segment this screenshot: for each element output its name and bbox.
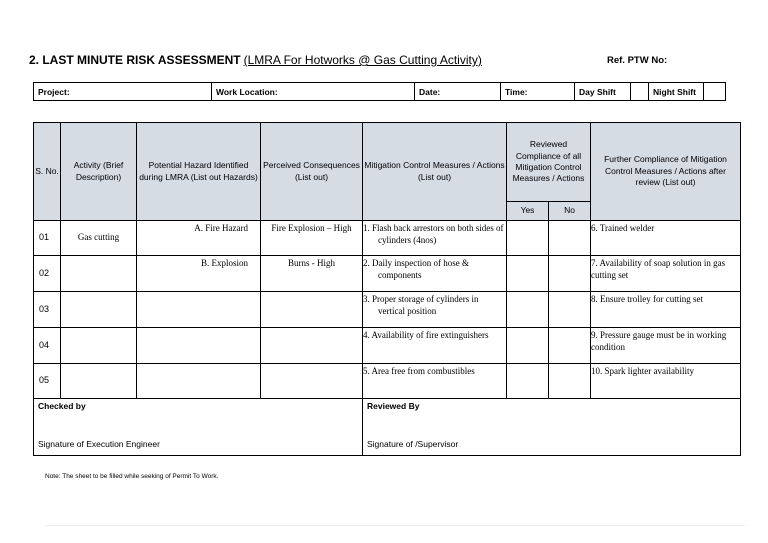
row-sno: 05: [34, 364, 61, 399]
header-reviewed-compliance: Reviewed Compliance of all Mitigation Control Measures / Actions: [507, 123, 591, 202]
header-yes: Yes: [507, 202, 549, 221]
reviewed-by-signature-label: Signature of /Supervisor: [367, 438, 459, 449]
row-mitigation[interactable]: 3. Proper storage of cylinders in vertical position: [363, 292, 507, 328]
reviewed-by-label: Reviewed By: [367, 401, 420, 411]
header-mitigation: Mitigation Control Measures / Actions (List out): [363, 123, 507, 221]
row-activity[interactable]: [61, 292, 137, 328]
row-yes-cell[interactable]: [507, 292, 549, 328]
page-divider: [45, 525, 745, 526]
info-row-table: [33, 82, 726, 101]
row-sno: 04: [34, 328, 61, 364]
signature-row: [34, 399, 741, 456]
work-location-field[interactable]: Work Location:: [212, 83, 415, 101]
row-activity[interactable]: [61, 256, 137, 292]
row-consequences[interactable]: Burns - High: [261, 256, 363, 292]
table-row: [34, 364, 741, 399]
row-consequences[interactable]: Fire Explosion – High: [261, 221, 363, 256]
row-no-cell[interactable]: [549, 364, 591, 399]
row-further[interactable]: 7. Availability of soap solution in gas cutting set: [591, 256, 741, 292]
ref-ptw-label: Ref. PTW No:: [607, 55, 668, 66]
checked-by-signature-label: Signature of Execution Engineer: [38, 438, 160, 449]
table-row: [34, 256, 741, 292]
row-mitigation[interactable]: 1. Flash back arrestors on both sides of cylinders (4nos): [363, 221, 507, 256]
row-consequences[interactable]: [261, 292, 363, 328]
row-consequences[interactable]: [261, 328, 363, 364]
row-no-cell[interactable]: [549, 292, 591, 328]
project-field[interactable]: Project:: [34, 83, 212, 101]
row-hazard[interactable]: [137, 328, 261, 364]
row-further[interactable]: 8. Ensure trolley for cutting set: [591, 292, 741, 328]
table-row: [34, 328, 741, 364]
night-shift-checkbox[interactable]: [704, 83, 726, 101]
row-hazard[interactable]: [137, 292, 261, 328]
date-field[interactable]: Date:: [415, 83, 501, 101]
checked-by-cell[interactable]: [34, 399, 363, 456]
row-activity[interactable]: Gas cutting: [61, 221, 137, 256]
header-hazard: Potential Hazard Identified during LMRA (List out Hazards): [137, 123, 261, 221]
row-yes-cell[interactable]: [507, 221, 549, 256]
header-sno: S. No.: [34, 123, 61, 221]
row-yes-cell[interactable]: [507, 364, 549, 399]
row-sno: 01: [34, 221, 61, 256]
header-further-compliance: Further Compliance of Mitigation Control Measures / Actions after review (List out): [591, 123, 741, 221]
row-yes-cell[interactable]: [507, 256, 549, 292]
row-no-cell[interactable]: [549, 221, 591, 256]
header-consequences: Perceived Consequences (List out): [261, 123, 363, 221]
row-further[interactable]: 9. Pressure gauge must be in working condition: [591, 328, 741, 364]
row-sno: 02: [34, 256, 61, 292]
row-hazard[interactable]: [137, 364, 261, 399]
row-mitigation[interactable]: 5. Area free from combustibles: [363, 364, 507, 399]
row-mitigation[interactable]: 2. Daily inspection of hose & components: [363, 256, 507, 292]
row-hazard[interactable]: A. Fire Hazard: [137, 221, 261, 256]
header-activity: Activity (Brief Description): [61, 123, 137, 221]
form-title-main: 2. LAST MINUTE RISK ASSESSMENT: [29, 53, 241, 67]
row-activity[interactable]: [61, 328, 137, 364]
day-shift-label: Day Shift: [575, 83, 631, 101]
form-title-subtitle: (LMRA For Hotworks @ Gas Cutting Activity): [243, 53, 482, 67]
row-further[interactable]: 6. Trained welder: [591, 221, 741, 256]
row-sno: 03: [34, 292, 61, 328]
day-shift-checkbox[interactable]: [631, 83, 649, 101]
row-mitigation[interactable]: 4. Availability of fire extinguishers: [363, 328, 507, 364]
row-hazard[interactable]: B. Explosion: [137, 256, 261, 292]
header-no: No: [549, 202, 591, 221]
table-row: [34, 221, 741, 256]
checked-by-label: Checked by: [38, 401, 86, 411]
footnote: Note: The sheet to be filled while seeking of Permit To Work.: [45, 473, 219, 480]
row-no-cell[interactable]: [549, 328, 591, 364]
form-title: [29, 53, 482, 67]
time-field[interactable]: Time:: [501, 83, 575, 101]
reviewed-by-cell[interactable]: [363, 399, 741, 456]
row-no-cell[interactable]: [549, 256, 591, 292]
row-further[interactable]: 10. Spark lighter availability: [591, 364, 741, 399]
table-row: [34, 292, 741, 328]
lmra-table: [33, 122, 741, 456]
row-yes-cell[interactable]: [507, 328, 549, 364]
row-activity[interactable]: [61, 364, 137, 399]
row-consequences[interactable]: [261, 364, 363, 399]
night-shift-label: Night Shift: [649, 83, 704, 101]
